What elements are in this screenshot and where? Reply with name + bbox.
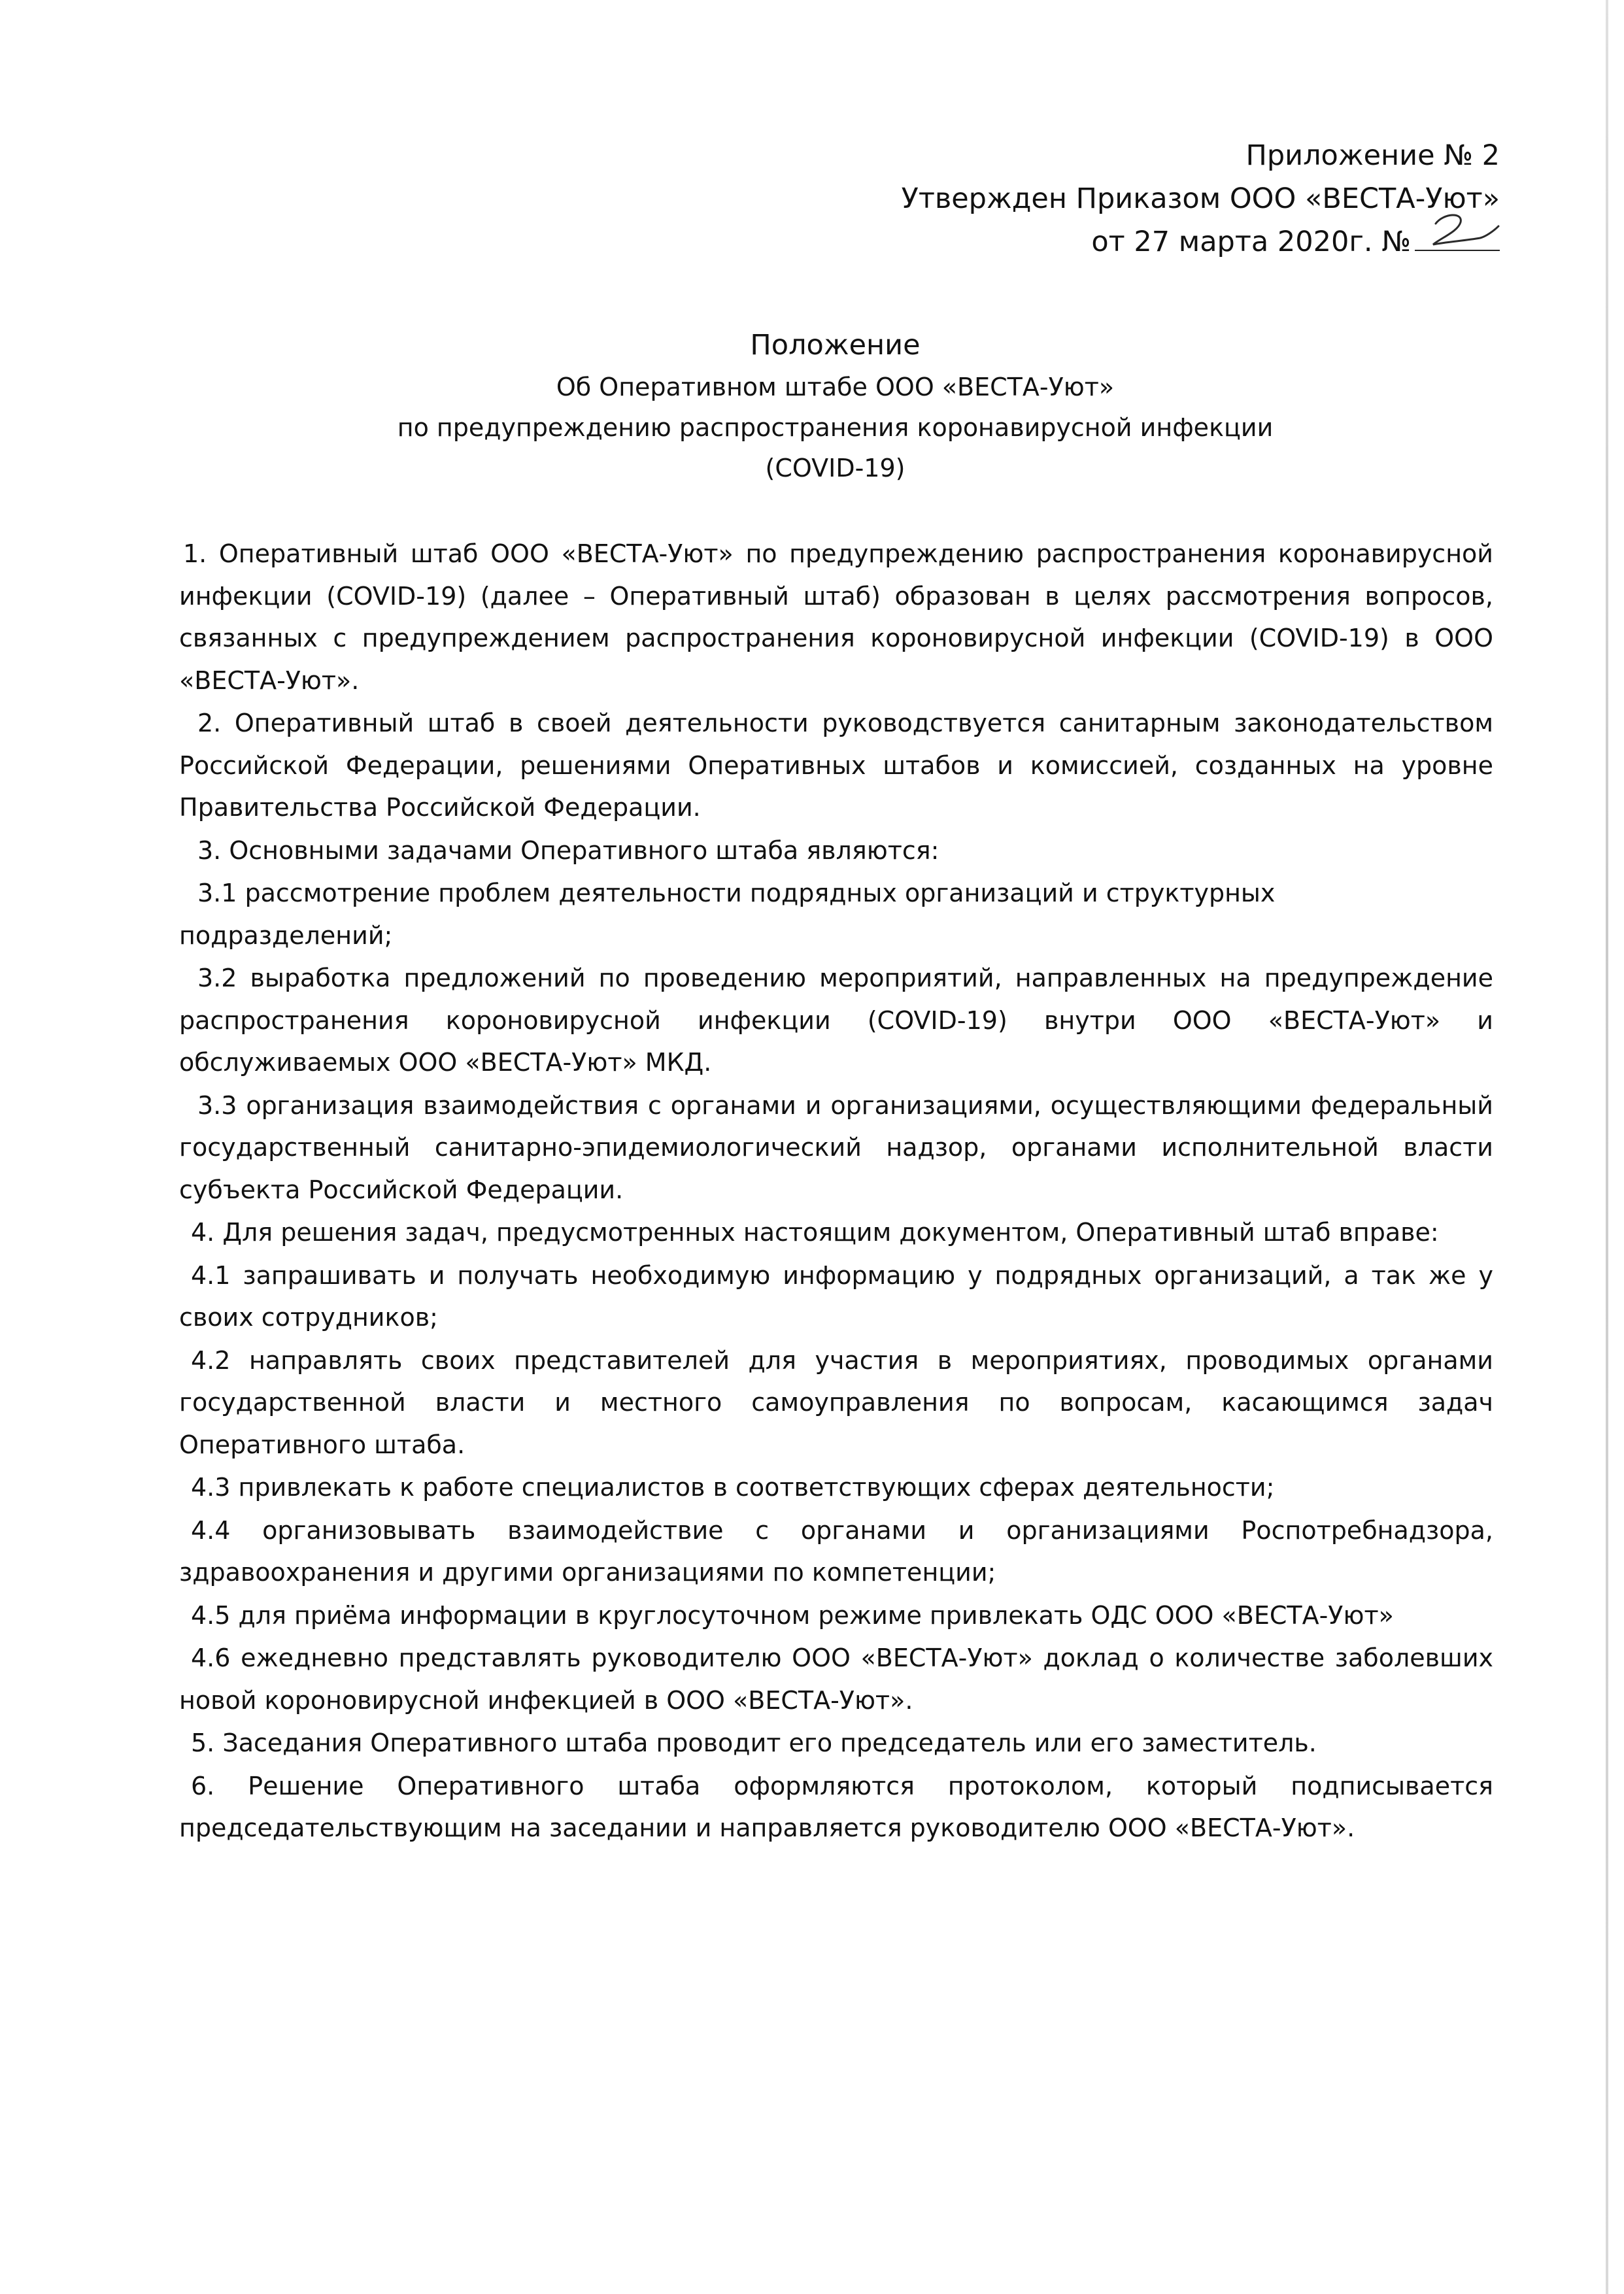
- paragraph-2: 2. Оперативный штаб в своей деятельности руководствуется санитарным законодательством Российской Федерации, решениями Оперативных штабов и комиссией, созданных на уровне Правительства Российской Федерации.: [179, 709, 1493, 822]
- paragraph-5: 5. Заседания Оперативного штаба проводит его председатель или его заместитель.: [191, 1729, 1317, 1757]
- handwritten-number-2: [1417, 209, 1502, 251]
- paragraph-3-1: 3.1 рассмотрение проблем деятельности подрядных организаций и структурных подразделений;: [179, 879, 1276, 950]
- document-subtitle-2: по предупреждению распространения коронавирусной инфекции: [397, 413, 1274, 442]
- paragraph-3: 3. Основными задачами Оперативного штаба являются:: [197, 835, 939, 865]
- paragraph-6: 6. Решение Оперативного штаба оформляются протоколом, который подписывается председательствующим на заседании и направляется руководителю ООО «ВЕСТА-Уют».: [179, 1771, 1493, 1842]
- paragraph-4-1: 4.1 запрашивать и получать необходимую информацию у подрядных организаций, а так же у своих сотрудников;: [179, 1260, 1493, 1332]
- paragraph-4-2: 4.2 направлять своих представителей для участия в мероприятиях, проводимых органами государственной власти и местного самоуправления по вопросам, касающимся задач Оперативного штаба.: [179, 1345, 1493, 1459]
- document-title: Положение: [750, 329, 921, 362]
- document-subtitle-3: (COVID-19): [765, 454, 905, 482]
- order-number-blank: [1415, 224, 1500, 251]
- paragraph-1: 1. Оперативный штаб ООО «ВЕСТА-Уют» по предупреждению распространения коронавирусной инфекции (COVID-19) (далее – Оперативный штаб) образован в целях рассмотрения вопросов, связанных с предупреждением распространения короновирусной инфекции (COVID-19) в ООО «ВЕСТА-Уют».: [179, 539, 1493, 695]
- paragraph-4-4: 4.4 организовывать взаимодействие с органами и организациями Роспотребнадзора, здравоохранения и другими организациями по компетенции;: [179, 1515, 1493, 1587]
- appendix-number: Приложение № 2: [1245, 139, 1500, 172]
- paragraph-3-3: 3.3 организация взаимодействия с органами и организациями, осуществляющими федеральный государственный санитарно-эпидемиологический надзор, органами исполнительной власти субъекта Российской Федерации.: [179, 1090, 1493, 1204]
- approval-line: Утвержден Приказом ООО «ВЕСТА-Уют»: [901, 182, 1500, 215]
- document-title-block: [190, 324, 1481, 488]
- paragraph-4-3: 4.3 привлекать к работе специалистов в соответствующих сферах деятельности;: [191, 1473, 1275, 1502]
- paragraph-4: 4. Для решения задач, предусмотренных настоящим документом, Оперативный штаб вправе:: [191, 1218, 1439, 1247]
- order-date-text: от 27 марта 2020г. №: [1091, 226, 1411, 258]
- paragraph-3-2: 3.2 выработка предложений по проведению мероприятий, направленных на предупреждение распространения короновирусной инфекции (COVID-19) внутри ООО «ВЕСТА-Уют» и обслуживаемых ООО «ВЕСТА-Уют» МКД.: [179, 964, 1493, 1077]
- order-date-line: [715, 220, 1500, 263]
- paragraph-4-5: 4.5 для приёма информации в круглосуточном режиме привлекать ОДС ООО «ВЕСТА-Уют»: [191, 1600, 1394, 1630]
- scan-edge-shadow: [1606, 0, 1608, 2294]
- document-body: [179, 533, 1493, 1850]
- paragraph-4-6: 4.6 ежедневно представлять руководителю ООО «ВЕСТА-Уют» доклад о количестве заболевших новой короновирусной инфекцией в ООО «ВЕСТА-Уют».: [179, 1644, 1493, 1715]
- document-subtitle-1: Об Оперативном штабе ООО «ВЕСТА-Уют»: [556, 373, 1115, 401]
- approval-header: [715, 134, 1500, 263]
